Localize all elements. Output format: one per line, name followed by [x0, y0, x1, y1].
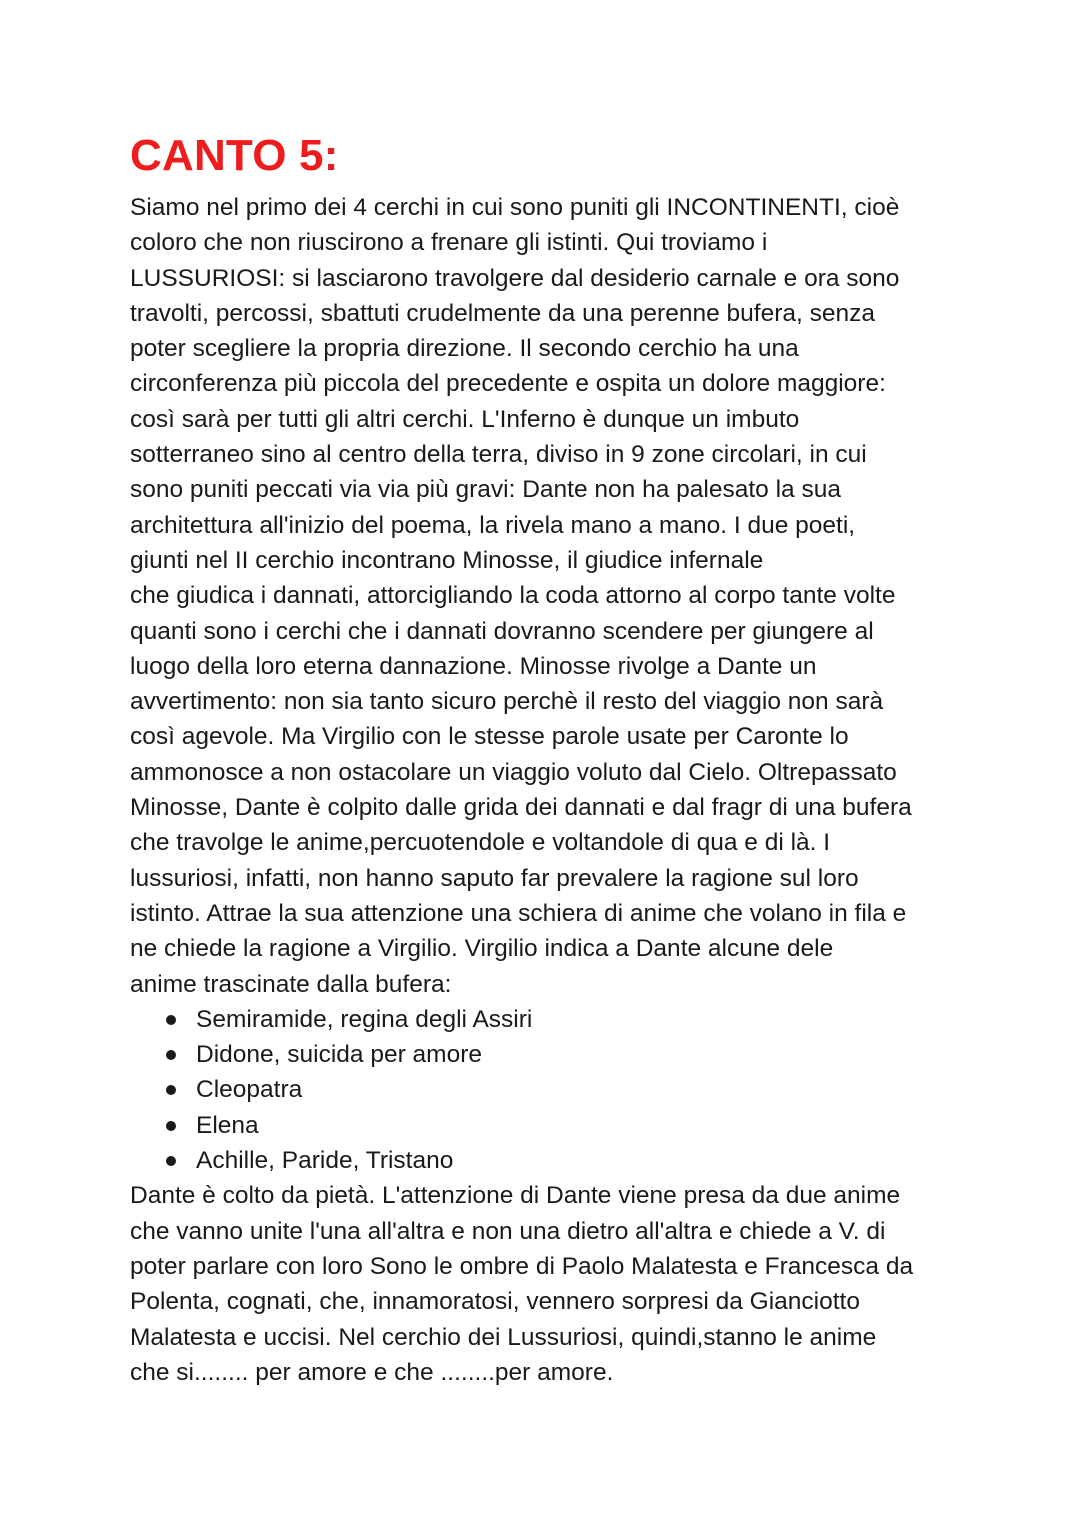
- text-line: sono puniti peccati via via più gravi: Dante non ha palesato la sua: [130, 476, 841, 504]
- text-line: che giudica i dannati, attorcigliando la coda attorno al corpo tante volte: [130, 582, 896, 610]
- list-item: [166, 1108, 960, 1143]
- text-line: Malatesta e uccisi. Nel cerchio dei Lussuriosi, quindi,stanno le anime: [130, 1323, 877, 1351]
- text-line: coloro che non riuscirono a frenare gli istinti. Qui troviamo i: [130, 229, 768, 257]
- bullet-dot-icon: [166, 1015, 176, 1025]
- bullet-dot-icon: [166, 1050, 176, 1060]
- text-line: architettura all'inizio del poema, la rivela mano a mano. I due poeti,: [130, 511, 856, 539]
- list-item: [166, 1143, 960, 1178]
- list-item-text: Semiramide, regina degli Assiri: [196, 1005, 533, 1033]
- bullet-dot-icon: [166, 1085, 176, 1095]
- text-line: ne chiede la ragione a Virgilio. Virgilio indica a Dante alcune dele: [130, 935, 834, 963]
- text-line: Dante è colto da pietà. L'attenzione di Dante viene presa da due anime: [130, 1182, 901, 1210]
- list-item-text: Elena: [196, 1111, 259, 1139]
- text-line: anime trascinate dalla bufera:: [130, 970, 452, 998]
- text-line: quanti sono i cerchi che i dannati dovranno scendere per giungere al: [130, 617, 874, 645]
- list-item-text: Achille, Paride, Tristano: [196, 1147, 454, 1175]
- list-item-text: Didone, suicida per amore: [196, 1041, 482, 1069]
- text-line: poter scegliere la propria direzione. Il secondo cerchio ha una: [130, 335, 799, 363]
- text-line: travolti, percossi, sbattuti crudelmente da una perenne bufera, senza: [130, 299, 875, 327]
- bullet-dot-icon: [166, 1156, 176, 1166]
- text-line: istinto. Attrae la sua attenzione una schiera di anime che volano in fila e: [130, 899, 907, 927]
- list-item: [166, 1002, 960, 1037]
- closing-paragraph: [130, 1178, 960, 1390]
- text-line: che vanno unite l'una all'altra e non una dietro all'altra e chiede a V. di: [130, 1217, 886, 1245]
- text-line: Minosse, Dante è colpito dalle grida dei dannati e dal fragr di una bufera: [130, 794, 912, 822]
- text-line: Polenta, cognati, che, innamoratosi, vennero sorpresi da Gianciotto: [130, 1288, 860, 1316]
- text-line: così sarà per tutti gli altri cerchi. L'Inferno è dunque un imbuto: [130, 405, 800, 433]
- text-line: ammonosce a non ostacolare un viaggio voluto dal Cielo. Oltrepassato: [130, 758, 897, 786]
- text-line: LUSSURIOSI: si lasciarono travolgere dal desiderio carnale e ora sono: [130, 264, 900, 292]
- text-line: che si........ per amore e che ........per amore.: [130, 1358, 614, 1386]
- text-line: sotterraneo sino al centro della terra, diviso in 9 zone circolari, in cui: [130, 441, 867, 469]
- text-line: circonferenza più piccola del precedente e ospita un dolore maggiore:: [130, 370, 886, 398]
- bullet-dot-icon: [166, 1121, 176, 1131]
- text-line: che travolge le anime,percuotendole e voltandole di qua e di là. I: [130, 829, 831, 857]
- list-item: [166, 1037, 960, 1072]
- text-line: Siamo nel primo dei 4 cerchi in cui sono puniti gli INCONTINENTI, cioè: [130, 194, 900, 221]
- text-line: giunti nel II cerchio incontrano Minosse, il giudice infernale: [130, 546, 764, 574]
- text-line: lussuriosi, infatti, non hanno saputo far prevalere la ragione sul loro: [130, 864, 859, 892]
- text-line: luogo della loro eterna dannazione. Minosse rivolge a Dante un: [130, 652, 817, 680]
- document-page: [130, 128, 960, 1390]
- list-item-text: Cleopatra: [196, 1076, 303, 1104]
- bullet-list: [130, 1002, 960, 1178]
- list-item: [166, 1072, 960, 1107]
- text-line: così agevole. Ma Virgilio con le stesse parole usate per Caronte lo: [130, 723, 849, 751]
- text-line: avvertimento: non sia tanto sicuro perchè il resto del viaggio non sarà: [130, 688, 884, 716]
- text-line: poter parlare con loro Sono le ombre di Paolo Malatesta e Francesca da: [130, 1252, 914, 1280]
- intro-paragraph: [130, 190, 960, 1002]
- page-title: CANTO 5:: [130, 131, 339, 180]
